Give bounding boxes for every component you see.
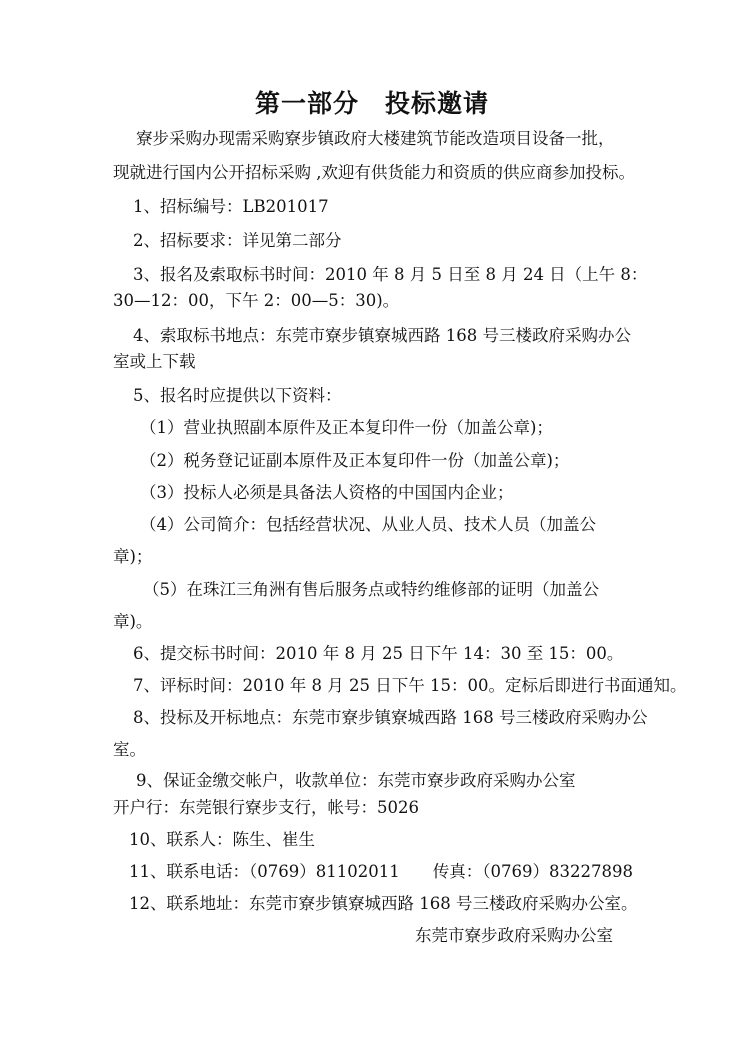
item-7: 7、评标时间：2010 年 8 月 25 日下午 15：00。定标后即进行书面通知。 xyxy=(133,676,687,695)
item-12: 12、联系地址：东莞市寮步镇寮城西路 168 号三楼政府采购办公室。 xyxy=(129,894,638,913)
item-5-5-line-1: （5）在珠江三角洲有售后服务点或特约维修部的证明（加盖公 xyxy=(143,580,599,599)
item-8-line-2: 室。 xyxy=(113,740,146,759)
page-title: 第一部分 投标邀请 xyxy=(254,89,489,118)
item-5-3: （3）投标人必须是具备法人资格的中国国内企业； xyxy=(140,483,514,502)
item-5-5-line-2: 章)。 xyxy=(113,612,153,631)
item-4-line-1: 4、索取标书地点：东莞市寮步镇寮城西路 168 号三楼政府采购办公 xyxy=(133,326,631,345)
intro-line-1: 寮步采购办现需采购寮步镇政府大楼建筑节能改造项目设备一批， xyxy=(136,129,615,148)
item-6: 6、提交标书时间：2010 年 8 月 25 日下午 14：30 至 15：00。 xyxy=(133,644,624,663)
item-1: 1、招标编号：LB201017 xyxy=(133,197,329,216)
item-9-line-2: 开户行：东莞银行寮步支行，帐号：5026 xyxy=(113,798,419,817)
item-3-line-2: 30—12：00，下午 2：00—5：30)。 xyxy=(113,291,400,310)
item-10: 10、联系人：陈生、崔生 xyxy=(129,830,315,849)
intro-line-2: 现就进行国内公开招标采购 ,欢迎有供货能力和资质的供应商参加投标。 xyxy=(113,163,635,182)
signature: 东莞市寮步政府采购办公室 xyxy=(415,926,613,945)
item-2: 2、招标要求：详见第二部分 xyxy=(133,231,342,250)
item-5-4-line-1: （4）公司简介：包括经营状况、从业人员、技术人员（加盖公 xyxy=(140,515,596,534)
item-5-2: （2）税务登记证副本原件及正本复印件一份（加盖公章)； xyxy=(140,451,570,470)
item-11: 11、联系电话：（0769）81102011 传真：（0769）83227898 xyxy=(129,862,633,881)
item-3-line-1: 3、报名及索取标书时间：2010 年 8 月 5 日至 8 月 24 日（上午 8： xyxy=(133,265,648,284)
item-9-line-1: 9、保证金缴交帐户，收款单位：东莞市寮步政府采购办公室 xyxy=(136,771,576,790)
item-5: 5、报名时应提供以下资料： xyxy=(133,386,342,405)
item-5-4-line-2: 章)； xyxy=(113,547,153,566)
item-4-line-2: 室或上下载 xyxy=(113,352,196,371)
item-8-line-1: 8、投标及开标地点：东莞市寮步镇寮城西路 168 号三楼政府采购办公 xyxy=(133,708,648,727)
item-5-1: （1）营业执照副本原件及正本复印件一份（加盖公章)； xyxy=(140,418,553,437)
